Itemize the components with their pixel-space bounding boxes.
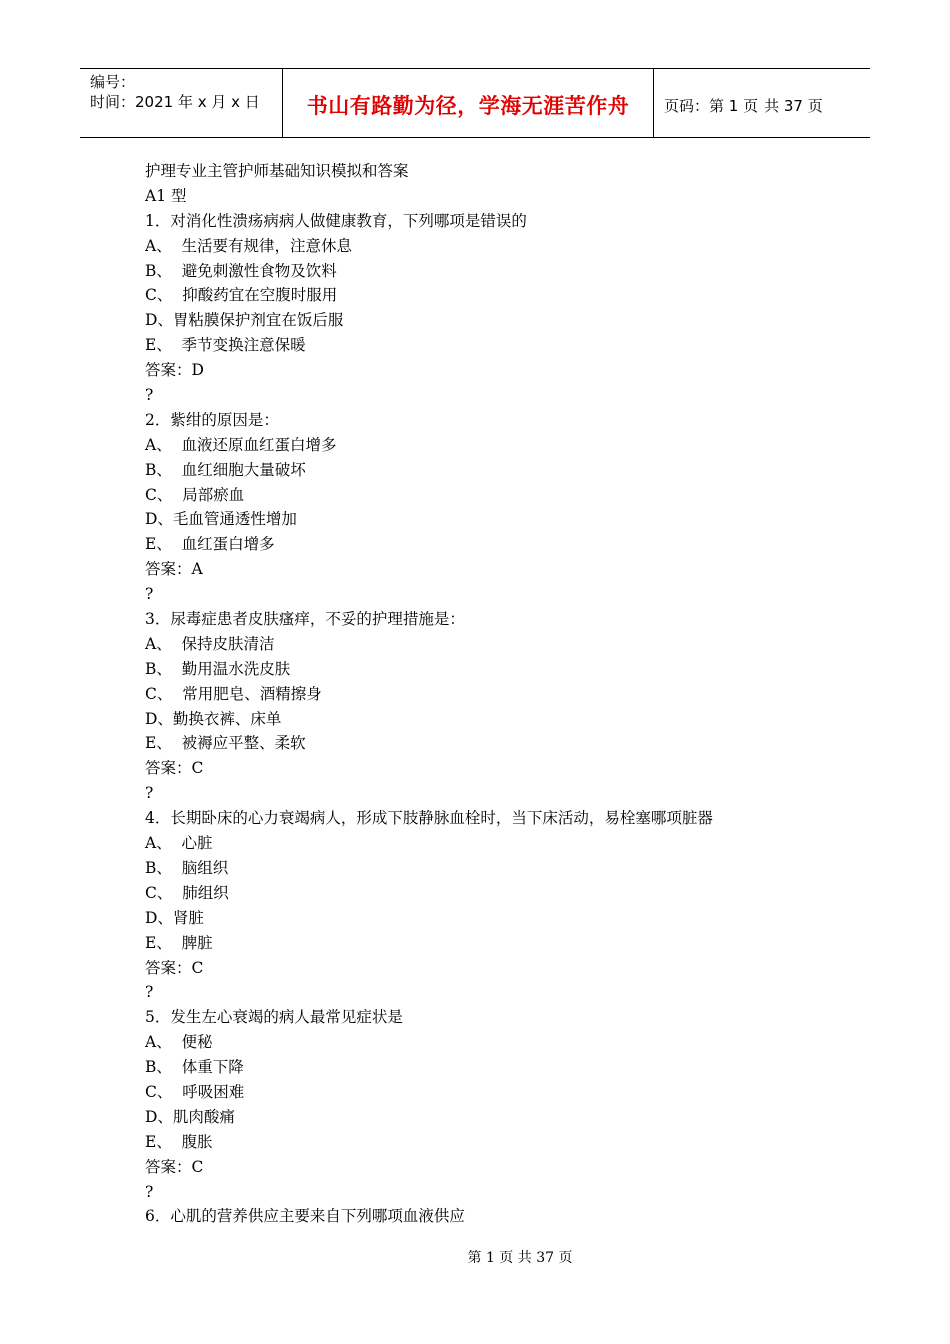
text-line: D、肌肉酸痛	[145, 1107, 235, 1126]
text-line: ?	[145, 1182, 154, 1201]
header-motto-cell	[282, 69, 654, 137]
text-line: 答案：C	[145, 1157, 204, 1176]
text-line: D、勤换衣裤、床单	[145, 709, 282, 728]
text-line: 5．发生左心衰竭的病人最常见症状是	[145, 1008, 403, 1027]
text-line: C、 常用肥皂、酒精擦身	[145, 684, 322, 703]
text-line: D、胃粘膜保护剂宜在饭后服	[145, 311, 344, 330]
text-line: E、 腹胀	[145, 1132, 213, 1151]
text-line: A、 生活要有规律，注意休息	[145, 236, 353, 255]
text-line: ?	[145, 983, 154, 1002]
text-line: B、 体重下降	[145, 1058, 244, 1077]
date-label: 时间：2021 年 x 月 x 日	[90, 93, 260, 111]
text-line: D、肾脏	[145, 908, 204, 927]
text-line: A、 心脏	[145, 834, 213, 853]
text-line: E、 脾脏	[145, 933, 213, 952]
text-line: D、毛血管通透性增加	[145, 510, 297, 529]
document-body	[145, 159, 825, 1229]
text-line: C、 抑酸药宜在空腹时服用	[145, 286, 338, 305]
text-line: 答案：C	[145, 958, 204, 977]
text-line: 护理专业主管护师基础知识模拟和答案	[145, 162, 409, 180]
text-line: B、 勤用温水洗皮肤	[145, 659, 291, 678]
text-line: 答案：C	[145, 759, 204, 778]
text-line: B、 血红细胞大量破坏	[145, 460, 306, 479]
text-line: 2．紫绀的原因是：	[145, 410, 279, 429]
text-line: C、 局部瘀血	[145, 485, 245, 504]
header-left-cell	[80, 69, 282, 137]
text-line: A、 便秘	[145, 1033, 213, 1052]
page-footer	[0, 1247, 950, 1267]
text-line: A、 保持皮肤清洁	[145, 634, 275, 653]
text-line: E、 血红蛋白增多	[145, 535, 275, 554]
text-line: 答案：A	[145, 560, 203, 579]
text-line: 答案：D	[145, 361, 204, 380]
text-line: E、 季节变换注意保暖	[145, 336, 306, 355]
text-line: A、 血液还原血红蛋白增多	[145, 435, 337, 454]
text-line: C、 呼吸困难	[145, 1082, 245, 1101]
serial-label: 编号：	[90, 73, 136, 91]
text-line: A1 型	[145, 186, 187, 205]
text-line: B、 脑组织	[145, 858, 229, 877]
text-line: ?	[145, 585, 154, 604]
text-line: 1．对消化性溃疡病病人做健康教育，下列哪项是错误的	[145, 211, 527, 230]
header-page-cell	[654, 69, 870, 137]
motto-text: 书山有路勤为径，学海无涯苦作舟	[306, 94, 630, 118]
text-line: ?	[145, 386, 154, 405]
footer-page-text: 第 1 页 共 37 页	[467, 1250, 573, 1266]
page-total-label: 共 37 页	[764, 96, 823, 115]
text-line: 4．长期卧床的心力衰竭病人，形成下肢静脉血栓时，当下床活动，易栓塞哪项脏器	[145, 809, 713, 828]
text-line: 3．尿毒症患者皮肤瘙痒，不妥的护理措施是：	[145, 610, 465, 629]
text-line: ?	[145, 784, 154, 803]
page-number-label: 页码：第 1 页	[664, 96, 759, 115]
text-line: E、 被褥应平整、柔软	[145, 734, 306, 753]
text-line: 6．心肌的营养供应主要来自下列哪项血液供应	[145, 1207, 465, 1226]
text-line: C、 肺组织	[145, 883, 229, 902]
text-line: B、 避免刺激性食物及饮料	[145, 261, 337, 280]
page-header	[80, 68, 870, 138]
